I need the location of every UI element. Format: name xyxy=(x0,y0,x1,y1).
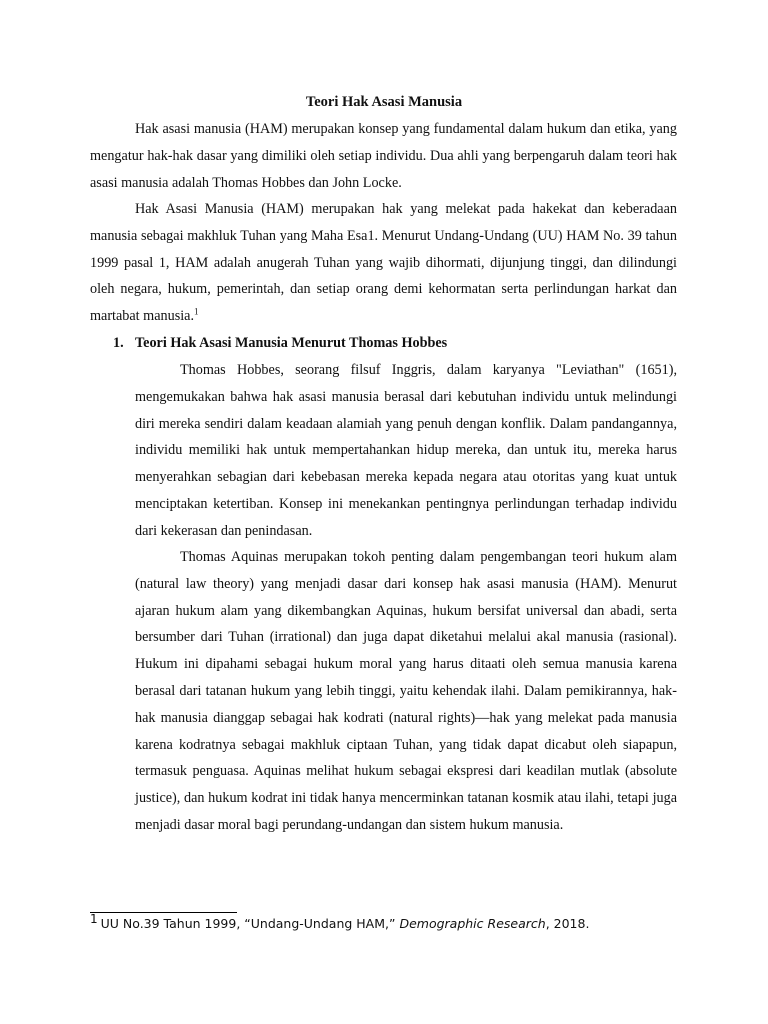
footnote xyxy=(90,911,590,933)
ham-definition-text: Hak Asasi Manusia (HAM) merupakan hak yang melekat pada hakekat dan keberadaan manusia sebagai makhluk Tuhan yang Maha Esa1. Menurut Undang-Undang (UU) HAM No. 39 tahun 1999 pasal 1, HAM adalah anugerah Tuhan yang wajib dihormati, dijunjung tinggi, dan dilindungi oleh negara, hukum, pemerintah, dan setiap orang demi kehormatan serta perlindungan harkat dan martabat manusia. xyxy=(90,201,677,325)
hobbes-paragraph: Thomas Hobbes, seorang filsuf Inggris, dalam karyanya "Leviathan" (1651), mengemukakan bahwa hak asasi manusia berasal dari kebutuhan individu untuk melindungi diri mereka sendiri dalam keadaan alamiah yang penuh dengan konflik. Dalam pandangannya, individu memiliki hak untuk mempertahankan hidup mereka, dan untuk itu, mereka harus menyerahkan sebagian dari kebebasan mereka kepada negara atau otoritas yang kuat untuk menciptakan ketertiban. Konsep ini menekankan pentingnya perlindungan terhadap individu dari kekerasan dan penindasan. xyxy=(135,362,677,539)
footnote-reference: 1 xyxy=(194,306,199,317)
aquinas-paragraph: Thomas Aquinas merupakan tokoh penting dalam pengembangan teori hukum alam (natural law theory) yang menjadi dasar dari konsep hak asasi manusia (HAM). Menurut ajaran hukum alam yang dikembangkan Aquinas, hukum bersifat universal dan abadi, serta bersumber dari Tuhan (irrational) dan juga dapat diketahui melalui akal manusia (rasional). Hukum ini dipahami sebagai hukum moral yang harus ditaati oleh semua manusia karena berasal dari tatanan hukum yang lebih tinggi, yaitu kehendak ilahi. Dalam pemikirannya, hak-hak manusia dianggap sebagai hak kodrati (natural rights)—hak yang melekat pada manusia karena kodratnya sebagai makhluk ciptaan Tuhan, yang tidak dapat dicabut oleh siapapun, termasuk penguasa. Aquinas melihat hukum sebagai ekspresi dari keadilan mutlak (absolute justice), dan hukum kodrat ini tidak hanya mencerminkan tatanan kosmik atau ilahi, tetapi juga menjadi dasar moral bagi perundang-undangan dan sistem hukum manusia. xyxy=(135,549,677,833)
footnote-separator xyxy=(90,912,237,913)
footnote-mark: 1 xyxy=(90,911,98,926)
section-heading-text: Teori Hak Asasi Manusia Menurut Thomas Hobbes xyxy=(135,335,448,351)
intro-paragraph: Hak asasi manusia (HAM) merupakan konsep yang fundamental dalam hukum dan etika, yang mengatur hak-hak dasar yang dimiliki oleh setiap individu. Dua ahli yang berpengaruh dalam teori hak asasi manusia adalah Thomas Hobbes dan John Locke. xyxy=(90,121,677,191)
footnote-text: UU No.39 Tahun 1999, “Undang-Undang HAM,” xyxy=(100,916,396,931)
footnote-journal: Demographic Research xyxy=(399,916,546,931)
footnote-year: , 2018. xyxy=(545,916,590,931)
document-title: Teori Hak Asasi Manusia xyxy=(305,94,463,110)
ham-definition-paragraph xyxy=(90,196,677,330)
section-number: 1. xyxy=(113,335,124,351)
section-heading-hobbes xyxy=(113,333,447,353)
